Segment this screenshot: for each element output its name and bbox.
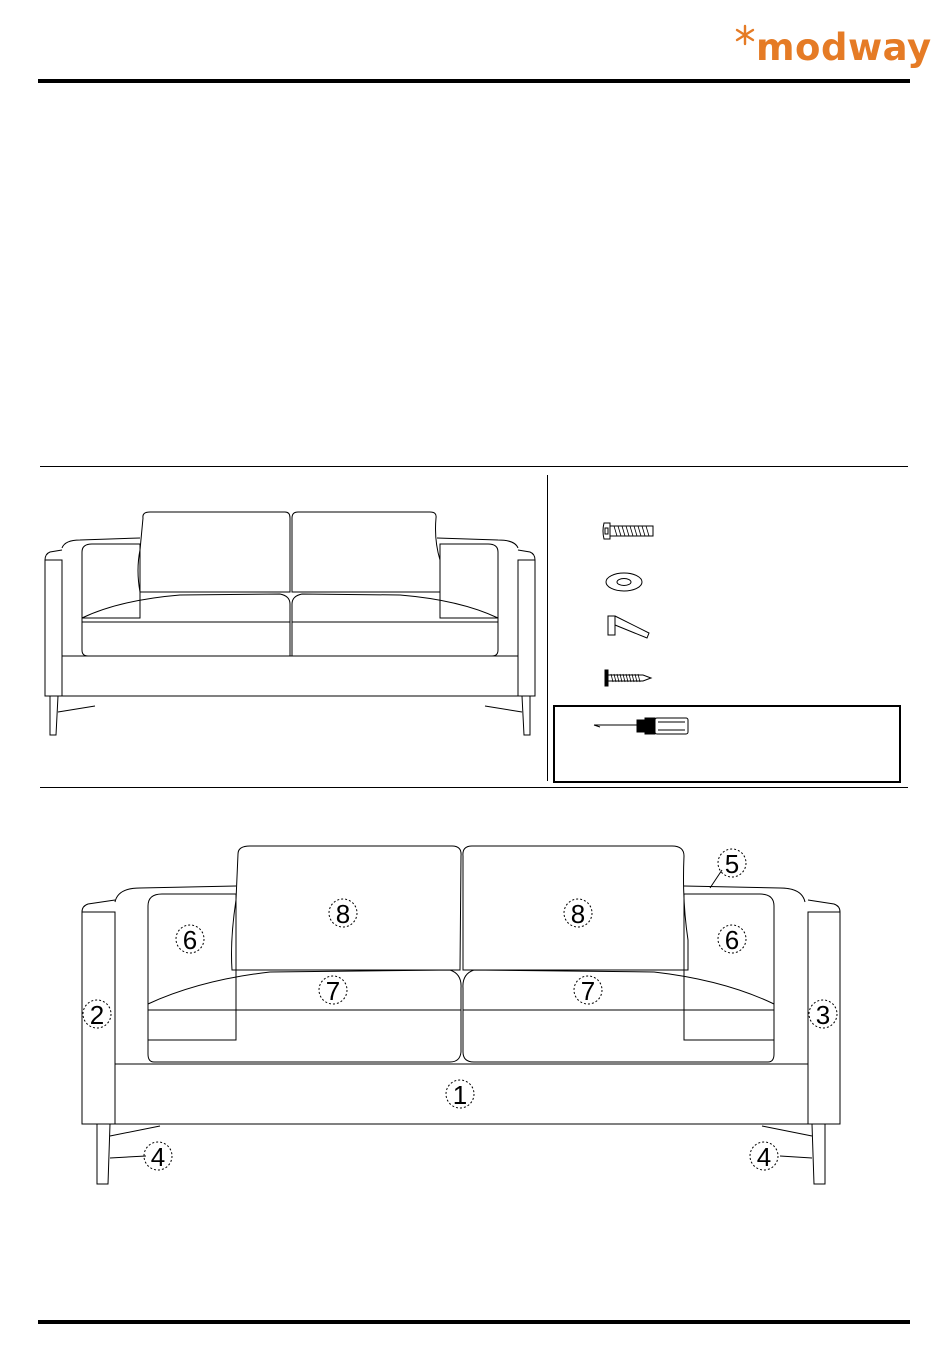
callout-3: 3 [815,1000,831,1030]
modway-logo [734,24,932,70]
screw-icon [603,668,653,688]
footer-rule [38,1320,910,1324]
callout-6-left: 6 [182,925,198,955]
header-rule [38,79,910,83]
logo-text: modway [756,26,932,69]
callout-1: 1 [452,1080,468,1110]
bolt-icon [600,519,660,543]
sofa-parts-diagram [70,840,860,1200]
callout-4-left: 4 [150,1142,166,1172]
callout-7-right: 7 [580,976,596,1006]
callout-6-right: 6 [724,925,740,955]
callout-5: 5 [724,849,740,879]
section-top-rule [40,466,908,467]
washer-icon [603,570,645,594]
callout-2: 2 [89,1000,105,1030]
callout-7-left: 7 [325,976,341,1006]
callout-8-left: 8 [335,899,351,929]
callout-8-right: 8 [570,899,586,929]
screwdriver-icon [592,714,692,738]
asterisk-icon [734,24,756,46]
sofa-overview-drawing [40,500,540,740]
allen-key-icon [605,613,655,643]
section-divider [547,475,548,781]
callout-4-right: 4 [756,1142,772,1172]
section-bottom-rule [40,787,908,788]
